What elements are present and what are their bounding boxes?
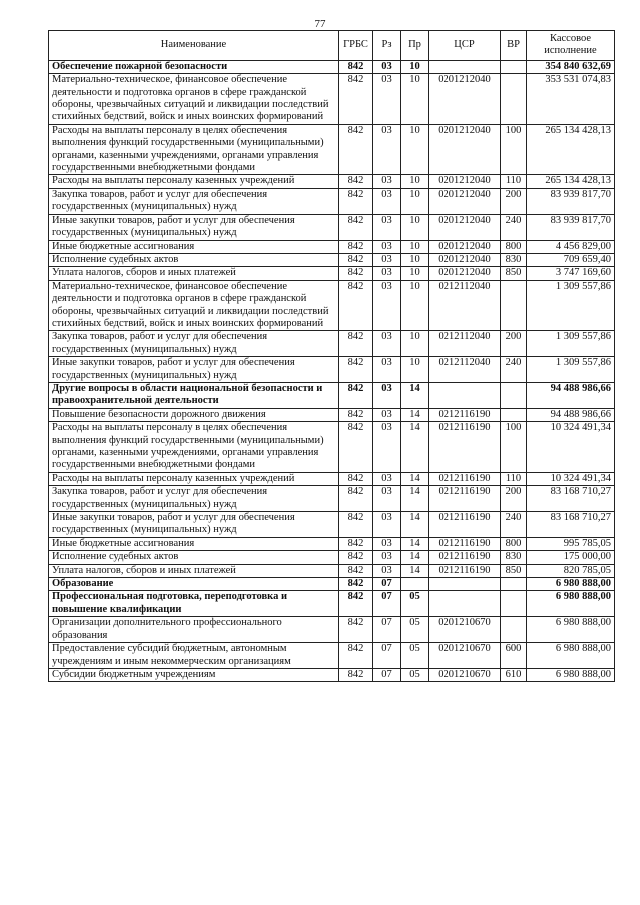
row-csr: 0212116190 — [429, 512, 501, 538]
row-rz: 03 — [373, 280, 401, 331]
row-vr: 110 — [501, 472, 527, 485]
row-pr: 05 — [401, 643, 429, 669]
row-amount: 6 980 888,00 — [527, 617, 615, 643]
row-csr: 0212116190 — [429, 472, 501, 485]
row-name: Материально-техническое, финансовое обеспечение деятельности и подготовка органов в сфере гражданской обороны, чрезвычайных ситуаций и ликвидации последствий стихийных бедствий, войск и иных воинских формирований — [49, 74, 339, 125]
row-csr: 0212112040 — [429, 331, 501, 357]
row-rz: 03 — [373, 331, 401, 357]
table-row — [49, 240, 615, 253]
row-pr: 05 — [401, 668, 429, 681]
table-row — [49, 617, 615, 643]
row-amount: 265 134 428,13 — [527, 175, 615, 188]
row-name: Расходы на выплаты персоналу казенных учреждений — [49, 472, 339, 485]
table-row — [49, 74, 615, 125]
row-csr: 0201212040 — [429, 188, 501, 214]
row-grbs: 842 — [339, 214, 373, 240]
row-name: Закупка товаров, работ и услуг для обеспечения государственных (муниципальных) нужд — [49, 331, 339, 357]
row-pr: 10 — [401, 253, 429, 266]
row-grbs: 842 — [339, 357, 373, 383]
row-csr: 0212116190 — [429, 422, 501, 473]
row-name: Организации дополнительного профессионального образования — [49, 617, 339, 643]
row-name: Исполнение судебных актов — [49, 253, 339, 266]
row-pr: 10 — [401, 188, 429, 214]
row-grbs: 842 — [339, 60, 373, 73]
row-rz: 03 — [373, 551, 401, 564]
row-vr: 240 — [501, 357, 527, 383]
row-amount: 1 309 557,86 — [527, 357, 615, 383]
row-vr — [501, 617, 527, 643]
header-pr: Пр — [401, 31, 429, 61]
table-row — [49, 422, 615, 473]
row-pr: 14 — [401, 472, 429, 485]
table-row — [49, 472, 615, 485]
row-name: Материально-техническое, финансовое обеспечение деятельности и подготовка органов в сфере гражданской обороны, чрезвычайных ситуаций и ликвидации последствий стихийных бедствий, войск и иных воинских формирований — [49, 280, 339, 331]
row-vr — [501, 408, 527, 421]
row-pr: 10 — [401, 124, 429, 175]
table-row — [49, 214, 615, 240]
row-pr: 10 — [401, 331, 429, 357]
row-pr: 10 — [401, 267, 429, 280]
row-pr: 14 — [401, 551, 429, 564]
row-rz: 07 — [373, 591, 401, 617]
table-row — [49, 382, 615, 408]
row-csr: 0212116190 — [429, 564, 501, 577]
row-name: Исполнение судебных актов — [49, 551, 339, 564]
row-csr: 0212116190 — [429, 537, 501, 550]
row-rz: 03 — [373, 188, 401, 214]
row-csr: 0212116190 — [429, 551, 501, 564]
table-row — [49, 175, 615, 188]
row-vr: 610 — [501, 668, 527, 681]
row-rz: 03 — [373, 408, 401, 421]
row-vr: 830 — [501, 253, 527, 266]
row-rz: 03 — [373, 512, 401, 538]
row-pr: 10 — [401, 60, 429, 73]
row-csr — [429, 60, 501, 73]
table-row — [49, 408, 615, 421]
row-name: Иные закупки товаров, работ и услуг для обеспечения государственных (муниципальных) нужд — [49, 512, 339, 538]
row-grbs: 842 — [339, 188, 373, 214]
row-amount: 353 531 074,83 — [527, 74, 615, 125]
row-vr — [501, 74, 527, 125]
row-vr: 200 — [501, 486, 527, 512]
row-amount: 10 324 491,34 — [527, 472, 615, 485]
row-grbs: 842 — [339, 124, 373, 175]
row-vr: 100 — [501, 124, 527, 175]
row-grbs: 842 — [339, 578, 373, 591]
row-rz: 03 — [373, 472, 401, 485]
table-header-row — [49, 31, 615, 61]
row-amount: 6 980 888,00 — [527, 591, 615, 617]
table-row — [49, 188, 615, 214]
row-rz: 03 — [373, 267, 401, 280]
row-vr: 600 — [501, 643, 527, 669]
row-name: Обеспечение пожарной безопасности — [49, 60, 339, 73]
row-name: Закупка товаров, работ и услуг для обеспечения государственных (муниципальных) нужд — [49, 486, 339, 512]
row-pr: 14 — [401, 564, 429, 577]
row-rz: 03 — [373, 382, 401, 408]
row-grbs: 842 — [339, 175, 373, 188]
row-pr: 10 — [401, 74, 429, 125]
row-rz: 03 — [373, 60, 401, 73]
header-name: Наименование — [49, 31, 339, 61]
row-csr — [429, 591, 501, 617]
row-grbs: 842 — [339, 422, 373, 473]
row-grbs: 842 — [339, 382, 373, 408]
row-csr: 0201212040 — [429, 240, 501, 253]
row-vr — [501, 382, 527, 408]
row-csr — [429, 382, 501, 408]
page-number: 77 — [314, 18, 326, 30]
row-grbs: 842 — [339, 240, 373, 253]
row-amount: 265 134 428,13 — [527, 124, 615, 175]
row-csr: 0201212040 — [429, 267, 501, 280]
row-pr: 05 — [401, 591, 429, 617]
row-vr: 240 — [501, 214, 527, 240]
row-name: Повышение безопасности дорожного движения — [49, 408, 339, 421]
row-grbs: 842 — [339, 408, 373, 421]
row-vr: 100 — [501, 422, 527, 473]
row-amount: 354 840 632,69 — [527, 60, 615, 73]
row-amount: 6 980 888,00 — [527, 668, 615, 681]
row-grbs: 842 — [339, 564, 373, 577]
table-row — [49, 643, 615, 669]
row-name: Иные закупки товаров, работ и услуг для обеспечения государственных (муниципальных) нужд — [49, 357, 339, 383]
row-pr: 10 — [401, 214, 429, 240]
row-name: Образование — [49, 578, 339, 591]
row-csr: 0201210670 — [429, 617, 501, 643]
row-amount: 995 785,05 — [527, 537, 615, 550]
row-vr: 200 — [501, 331, 527, 357]
table-row — [49, 564, 615, 577]
row-rz: 03 — [373, 537, 401, 550]
row-rz: 03 — [373, 486, 401, 512]
row-name: Расходы на выплаты персоналу в целях обеспечения выполнения функций государственными (муниципальными) органами, казенными учреждениями, органами управления государственными внебюджетными фондами — [49, 422, 339, 473]
table-row — [49, 668, 615, 681]
row-amount: 1 309 557,86 — [527, 331, 615, 357]
row-grbs: 842 — [339, 551, 373, 564]
row-rz: 03 — [373, 214, 401, 240]
row-csr: 0201210670 — [429, 643, 501, 669]
table-row — [49, 357, 615, 383]
table-row — [49, 60, 615, 73]
row-amount: 83 168 710,27 — [527, 486, 615, 512]
budget-execution-table — [48, 30, 615, 682]
table-row — [49, 551, 615, 564]
header-grbs: ГРБС — [339, 31, 373, 61]
row-name: Предоставление субсидий бюджетным, автономным учреждениям и иным некоммерческим организациям — [49, 643, 339, 669]
row-rz: 03 — [373, 124, 401, 175]
row-name: Профессиональная подготовка, переподготовка и повышение квалификации — [49, 591, 339, 617]
row-pr: 10 — [401, 357, 429, 383]
table-row — [49, 486, 615, 512]
row-grbs: 842 — [339, 512, 373, 538]
table-row — [49, 267, 615, 280]
row-grbs: 842 — [339, 331, 373, 357]
row-vr: 800 — [501, 240, 527, 253]
row-name: Расходы на выплаты персоналу казенных учреждений — [49, 175, 339, 188]
header-amount: Кассовое исполнение — [527, 31, 615, 61]
row-pr: 14 — [401, 512, 429, 538]
row-amount: 10 324 491,34 — [527, 422, 615, 473]
row-amount: 4 456 829,00 — [527, 240, 615, 253]
row-name: Иные бюджетные ассигнования — [49, 537, 339, 550]
row-amount: 1 309 557,86 — [527, 280, 615, 331]
row-csr: 0212116190 — [429, 486, 501, 512]
row-rz: 07 — [373, 668, 401, 681]
row-pr: 14 — [401, 408, 429, 421]
row-csr: 0201212040 — [429, 253, 501, 266]
row-vr — [501, 578, 527, 591]
row-csr: 0212112040 — [429, 280, 501, 331]
row-grbs: 842 — [339, 280, 373, 331]
row-csr: 0212112040 — [429, 357, 501, 383]
header-csr: ЦСР — [429, 31, 501, 61]
row-pr: 14 — [401, 537, 429, 550]
row-pr: 05 — [401, 617, 429, 643]
row-vr: 850 — [501, 267, 527, 280]
row-pr: 14 — [401, 486, 429, 512]
row-amount: 83 939 817,70 — [527, 214, 615, 240]
row-amount: 175 000,00 — [527, 551, 615, 564]
row-pr: 14 — [401, 382, 429, 408]
table-row — [49, 591, 615, 617]
table-row — [49, 124, 615, 175]
row-rz: 03 — [373, 74, 401, 125]
row-rz: 03 — [373, 357, 401, 383]
row-amount: 94 488 986,66 — [527, 382, 615, 408]
row-name: Другие вопросы в области национальной безопасности и правоохранительной деятельности — [49, 382, 339, 408]
table-body — [49, 60, 615, 682]
table-row — [49, 512, 615, 538]
row-amount: 709 659,40 — [527, 253, 615, 266]
row-amount: 3 747 169,60 — [527, 267, 615, 280]
row-grbs: 842 — [339, 617, 373, 643]
row-csr: 0201212040 — [429, 124, 501, 175]
row-rz: 03 — [373, 240, 401, 253]
row-vr: 850 — [501, 564, 527, 577]
row-csr: 0201212040 — [429, 175, 501, 188]
row-amount: 6 980 888,00 — [527, 578, 615, 591]
row-vr: 200 — [501, 188, 527, 214]
row-vr: 800 — [501, 537, 527, 550]
row-grbs: 842 — [339, 472, 373, 485]
row-grbs: 842 — [339, 591, 373, 617]
row-rz: 07 — [373, 643, 401, 669]
row-vr — [501, 280, 527, 331]
row-pr: 10 — [401, 240, 429, 253]
row-grbs: 842 — [339, 486, 373, 512]
table-row — [49, 537, 615, 550]
row-pr: 14 — [401, 422, 429, 473]
row-grbs: 842 — [339, 668, 373, 681]
header-rz: Рз — [373, 31, 401, 61]
row-vr: 830 — [501, 551, 527, 564]
row-grbs: 842 — [339, 253, 373, 266]
header-vr: ВР — [501, 31, 527, 61]
row-amount: 820 785,05 — [527, 564, 615, 577]
row-name: Расходы на выплаты персоналу в целях обеспечения выполнения функций государственными (муниципальными) органами, казенными учреждениями, органами управления государственными внебюджетными фондами — [49, 124, 339, 175]
row-pr: 10 — [401, 175, 429, 188]
row-rz: 07 — [373, 617, 401, 643]
row-grbs: 842 — [339, 537, 373, 550]
row-csr: 0201210670 — [429, 668, 501, 681]
row-rz: 03 — [373, 564, 401, 577]
row-csr — [429, 578, 501, 591]
row-amount: 94 488 986,66 — [527, 408, 615, 421]
row-csr: 0201212040 — [429, 74, 501, 125]
row-vr — [501, 60, 527, 73]
row-pr: 10 — [401, 280, 429, 331]
row-rz: 03 — [373, 422, 401, 473]
row-rz: 07 — [373, 578, 401, 591]
row-grbs: 842 — [339, 74, 373, 125]
row-name: Субсидии бюджетным учреждениям — [49, 668, 339, 681]
row-name: Закупка товаров, работ и услуг для обеспечения государственных (муниципальных) нужд — [49, 188, 339, 214]
row-csr: 0212116190 — [429, 408, 501, 421]
table-row — [49, 253, 615, 266]
row-csr: 0201212040 — [429, 214, 501, 240]
table-row — [49, 578, 615, 591]
row-vr: 240 — [501, 512, 527, 538]
row-amount: 83 168 710,27 — [527, 512, 615, 538]
row-grbs: 842 — [339, 267, 373, 280]
row-name: Иные бюджетные ассигнования — [49, 240, 339, 253]
table-row — [49, 331, 615, 357]
row-vr: 110 — [501, 175, 527, 188]
row-rz: 03 — [373, 175, 401, 188]
row-amount: 83 939 817,70 — [527, 188, 615, 214]
row-rz: 03 — [373, 253, 401, 266]
row-name: Уплата налогов, сборов и иных платежей — [49, 267, 339, 280]
row-vr — [501, 591, 527, 617]
row-name: Иные закупки товаров, работ и услуг для обеспечения государственных (муниципальных) нужд — [49, 214, 339, 240]
table-row — [49, 280, 615, 331]
row-grbs: 842 — [339, 643, 373, 669]
row-name: Уплата налогов, сборов и иных платежей — [49, 564, 339, 577]
row-pr — [401, 578, 429, 591]
row-amount: 6 980 888,00 — [527, 643, 615, 669]
